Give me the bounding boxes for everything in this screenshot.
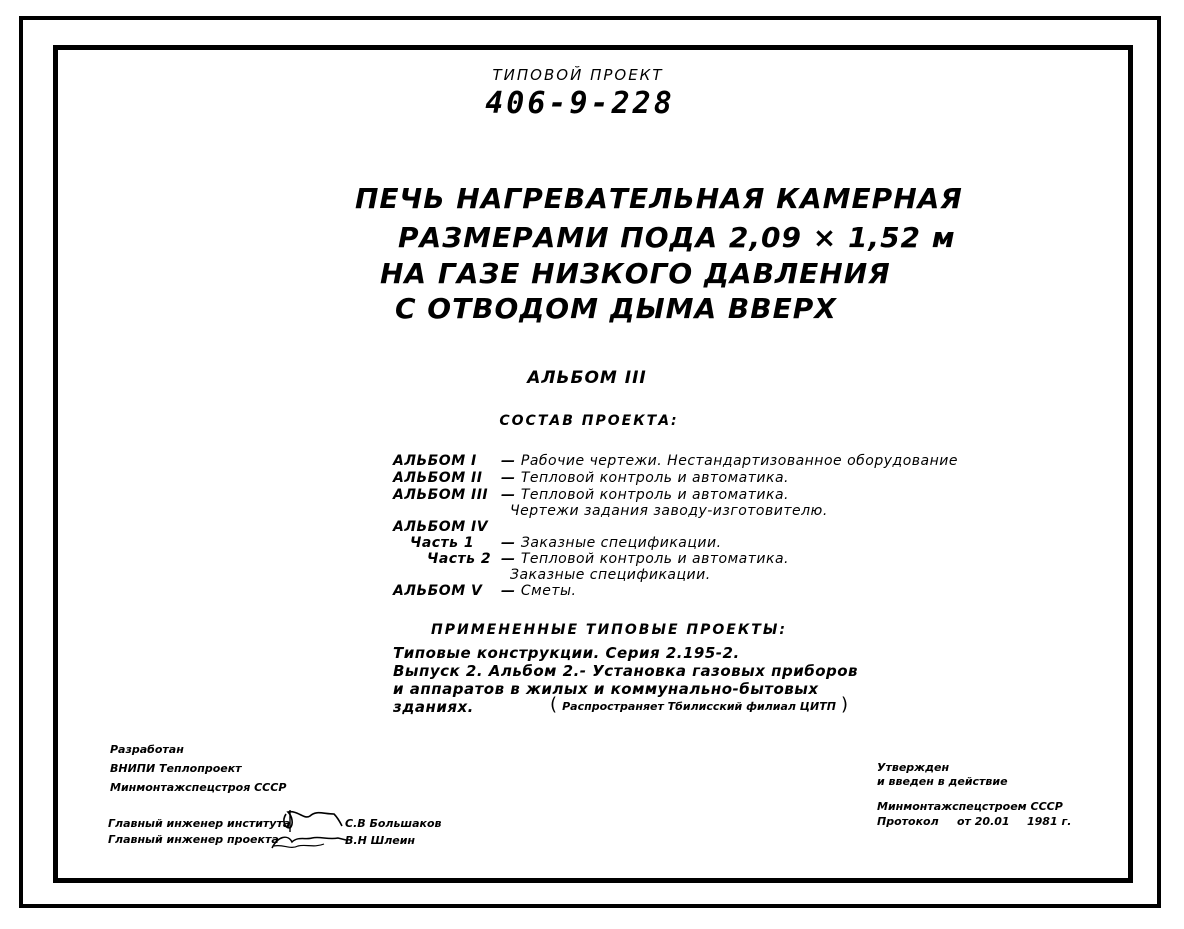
- row-dash: —: [501, 470, 516, 486]
- signature-role-2: Главный инженер проекта: [108, 833, 279, 846]
- composition-row: [510, 503, 828, 519]
- developer-line-2: ВНИПИ Теплопроект: [110, 762, 242, 775]
- title-line-3: НА ГАЗЕ НИЗКОГО ДАВЛЕНИЯ: [380, 257, 891, 290]
- row-album: АЛЬБОМ II: [393, 470, 483, 486]
- approval-protocol-date: от 20.01: [957, 815, 1010, 828]
- row-text: Тепловой контроль и автоматика.: [520, 551, 789, 567]
- applied-line-2: Выпуск 2. Альбом 2.- Установка газовых приборов: [393, 662, 859, 680]
- approval-line-1: Утвержден: [877, 761, 950, 774]
- approval-protocol-label: Протокол: [877, 815, 939, 828]
- project-number: 406-9-228: [485, 86, 675, 121]
- composition-row: [393, 519, 488, 535]
- composition-row: [510, 567, 711, 583]
- row-dash: —: [501, 453, 516, 469]
- signature-role-1: Главный инженер института: [108, 817, 291, 830]
- row-text: Заказные спецификации.: [510, 567, 711, 583]
- row-text: Сметы.: [520, 583, 577, 599]
- row-text: Чертежи задания заводу-изготовителю.: [510, 503, 828, 519]
- composition-row: [427, 551, 789, 567]
- developer-line-1: Разработан: [110, 743, 184, 756]
- applied-heading: ПРИМЕНЕННЫЕ ТИПОВЫЕ ПРОЕКТЫ:: [431, 622, 787, 638]
- row-album: Часть 2: [427, 551, 492, 567]
- row-text: Рабочие чертежи. Нестандартизованное оборудование: [520, 453, 958, 469]
- approval-authority: Минмонтажспецстроем СССР: [877, 800, 1063, 813]
- title-line-2: РАЗМЕРАМИ ПОДА 2,09 × 1,52 м: [398, 221, 956, 254]
- distributor-text: Распространяет Тбилисский филиал ЦИТП: [562, 700, 836, 713]
- composition-row: [393, 583, 576, 599]
- row-dash: —: [501, 551, 516, 567]
- handwritten-signature-icon: [264, 806, 350, 852]
- applied-line-1: Типовые конструкции. Серия 2.195-2.: [393, 644, 740, 662]
- row-album: АЛЬБОМ III: [393, 487, 489, 503]
- project-type-label: ТИПОВОЙ ПРОЕКТ: [492, 66, 664, 84]
- applied-line-3: и аппаратов в жилых и коммунально-бытовых: [393, 680, 819, 698]
- signature-name-2: В.Н Шлеин: [345, 834, 416, 847]
- album-number: АЛЬБОМ III: [527, 368, 647, 388]
- composition-row: [393, 453, 958, 469]
- approval-protocol-year: 1981 г.: [1027, 815, 1072, 828]
- composition-heading: СОСТАВ ПРОЕКТА:: [499, 413, 679, 429]
- title-line-4: С ОТВОДОМ ДЫМА ВВЕРХ: [395, 292, 837, 325]
- row-text: Тепловой контроль и автоматика.: [520, 487, 789, 503]
- row-dash: —: [501, 583, 516, 599]
- row-album: Часть 1: [410, 535, 475, 551]
- row-dash: —: [501, 487, 516, 503]
- row-text: Заказные спецификации.: [520, 535, 722, 551]
- row-text: Тепловой контроль и автоматика.: [520, 470, 789, 486]
- composition-row: [393, 487, 789, 503]
- composition-row: [393, 470, 789, 486]
- applied-line-4: зданиях.: [393, 698, 474, 716]
- composition-row: [410, 535, 722, 551]
- title-line-1: ПЕЧЬ НАГРЕВАТЕЛЬНАЯ КАМЕРНАЯ: [355, 182, 963, 215]
- approval-line-2: и введен в действие: [877, 775, 1008, 788]
- signature-name-1: С.В Большаков: [345, 817, 442, 830]
- developer-line-3: Минмонтажспецстроя СССР: [110, 781, 287, 794]
- row-album: АЛЬБОМ V: [393, 583, 483, 599]
- row-dash: —: [501, 535, 516, 551]
- row-album: АЛЬБОМ I: [393, 453, 477, 469]
- distributor-note: ( Распространяет Тбилисский филиал ЦИТП ): [550, 694, 849, 715]
- row-album: АЛЬБОМ IV: [393, 519, 489, 535]
